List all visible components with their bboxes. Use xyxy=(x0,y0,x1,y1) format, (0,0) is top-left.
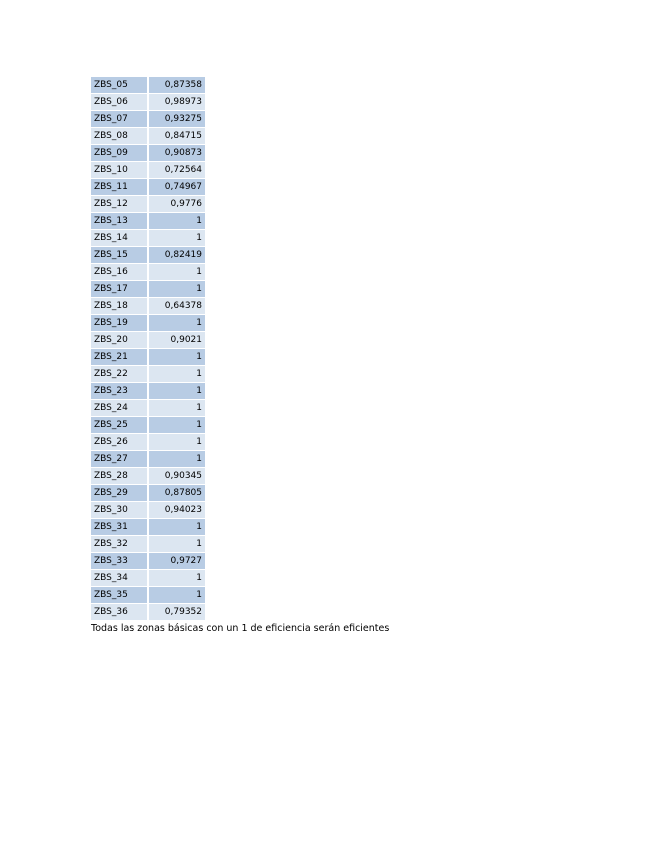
efficiency-value-cell: 0,64378 xyxy=(148,298,205,315)
table-row xyxy=(91,162,205,179)
zone-code-cell: ZBS_34 xyxy=(91,570,148,587)
table-row xyxy=(91,196,205,213)
efficiency-value-cell: 0,90345 xyxy=(148,468,205,485)
efficiency-value-cell: 0,79352 xyxy=(148,604,205,621)
zone-code-cell: ZBS_25 xyxy=(91,417,148,434)
zone-code-cell: ZBS_18 xyxy=(91,298,148,315)
table-row xyxy=(91,213,205,230)
efficiency-value-cell: 1 xyxy=(148,281,205,298)
table-row xyxy=(91,281,205,298)
table-row xyxy=(91,519,205,536)
efficiency-value-cell: 1 xyxy=(148,587,205,604)
efficiency-value-cell: 0,82419 xyxy=(148,247,205,264)
efficiency-value-cell: 1 xyxy=(148,383,205,400)
efficiency-value-cell: 0,94023 xyxy=(148,502,205,519)
efficiency-value-cell: 0,87805 xyxy=(148,485,205,502)
conclusion-text: Todas las zonas básicas con un 1 de eficiencia serán eficientes xyxy=(91,623,390,634)
efficiency-value-cell: 0,9727 xyxy=(148,553,205,570)
zone-code-cell: ZBS_12 xyxy=(91,196,148,213)
table-row xyxy=(91,315,205,332)
zone-code-cell: ZBS_05 xyxy=(91,77,148,94)
table-row xyxy=(91,553,205,570)
zone-code-cell: ZBS_28 xyxy=(91,468,148,485)
efficiency-value-cell: 0,90873 xyxy=(148,145,205,162)
zone-code-cell: ZBS_27 xyxy=(91,451,148,468)
efficiency-table xyxy=(91,77,205,621)
efficiency-value-cell: 0,93275 xyxy=(148,111,205,128)
table-row xyxy=(91,77,205,94)
table-row xyxy=(91,468,205,485)
zone-code-cell: ZBS_33 xyxy=(91,553,148,570)
table-row xyxy=(91,587,205,604)
efficiency-value-cell: 1 xyxy=(148,451,205,468)
zone-code-cell: ZBS_08 xyxy=(91,128,148,145)
zone-code-cell: ZBS_32 xyxy=(91,536,148,553)
zone-code-cell: ZBS_13 xyxy=(91,213,148,230)
table-row xyxy=(91,570,205,587)
efficiency-value-cell: 0,84715 xyxy=(148,128,205,145)
zone-code-cell: ZBS_10 xyxy=(91,162,148,179)
efficiency-value-cell: 0,74967 xyxy=(148,179,205,196)
table-row xyxy=(91,145,205,162)
efficiency-value-cell: 1 xyxy=(148,213,205,230)
table-row xyxy=(91,536,205,553)
efficiency-value-cell: 0,9021 xyxy=(148,332,205,349)
zone-code-cell: ZBS_31 xyxy=(91,519,148,536)
zone-code-cell: ZBS_14 xyxy=(91,230,148,247)
table-row xyxy=(91,179,205,196)
zone-code-cell: ZBS_23 xyxy=(91,383,148,400)
efficiency-value-cell: 1 xyxy=(148,264,205,281)
efficiency-value-cell: 0,87358 xyxy=(148,77,205,94)
zone-code-cell: ZBS_36 xyxy=(91,604,148,621)
efficiency-value-cell: 0,98973 xyxy=(148,94,205,111)
table-row xyxy=(91,485,205,502)
zone-code-cell: ZBS_06 xyxy=(91,94,148,111)
table-row xyxy=(91,434,205,451)
efficiency-value-cell: 0,72564 xyxy=(148,162,205,179)
table-row xyxy=(91,349,205,366)
efficiency-value-cell: 1 xyxy=(148,536,205,553)
efficiency-value-cell: 1 xyxy=(148,366,205,383)
efficiency-value-cell: 1 xyxy=(148,315,205,332)
efficiency-table-body xyxy=(91,77,205,621)
efficiency-value-cell: 1 xyxy=(148,570,205,587)
zone-code-cell: ZBS_24 xyxy=(91,400,148,417)
table-row xyxy=(91,264,205,281)
table-row xyxy=(91,383,205,400)
zone-code-cell: ZBS_15 xyxy=(91,247,148,264)
table-row xyxy=(91,451,205,468)
efficiency-value-cell: 1 xyxy=(148,400,205,417)
table-row xyxy=(91,247,205,264)
zone-code-cell: ZBS_30 xyxy=(91,502,148,519)
zone-code-cell: ZBS_20 xyxy=(91,332,148,349)
efficiency-value-cell: 0,9776 xyxy=(148,196,205,213)
efficiency-value-cell: 1 xyxy=(148,349,205,366)
table-row xyxy=(91,230,205,247)
table-row xyxy=(91,332,205,349)
table-row xyxy=(91,128,205,145)
table-row xyxy=(91,366,205,383)
efficiency-value-cell: 1 xyxy=(148,434,205,451)
table-row xyxy=(91,94,205,111)
table-row xyxy=(91,111,205,128)
zone-code-cell: ZBS_19 xyxy=(91,315,148,332)
table-row xyxy=(91,502,205,519)
zone-code-cell: ZBS_17 xyxy=(91,281,148,298)
zone-code-cell: ZBS_11 xyxy=(91,179,148,196)
zone-code-cell: ZBS_22 xyxy=(91,366,148,383)
zone-code-cell: ZBS_07 xyxy=(91,111,148,128)
table-row xyxy=(91,298,205,315)
efficiency-value-cell: 1 xyxy=(148,417,205,434)
zone-code-cell: ZBS_35 xyxy=(91,587,148,604)
zone-code-cell: ZBS_16 xyxy=(91,264,148,281)
efficiency-value-cell: 1 xyxy=(148,519,205,536)
zone-code-cell: ZBS_09 xyxy=(91,145,148,162)
table-row xyxy=(91,604,205,621)
zone-code-cell: ZBS_21 xyxy=(91,349,148,366)
zone-code-cell: ZBS_26 xyxy=(91,434,148,451)
table-row xyxy=(91,400,205,417)
efficiency-value-cell: 1 xyxy=(148,230,205,247)
table-row xyxy=(91,417,205,434)
zone-code-cell: ZBS_29 xyxy=(91,485,148,502)
